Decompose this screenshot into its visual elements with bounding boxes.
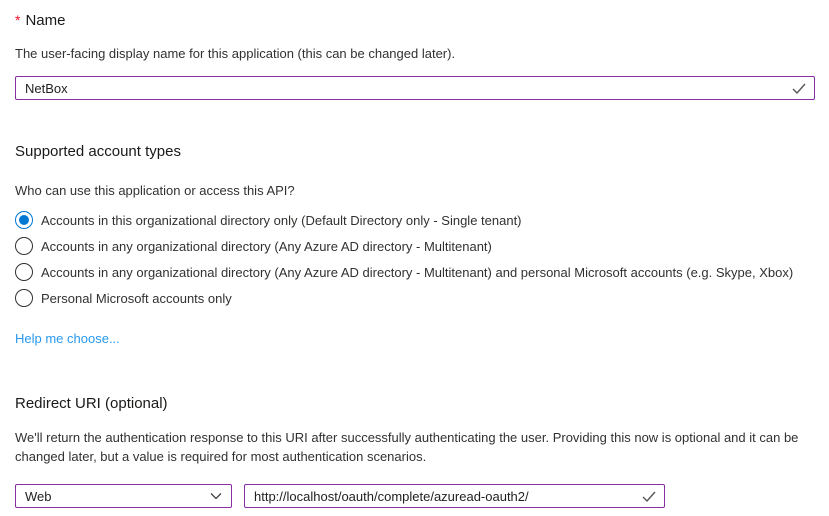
valid-checkmark-icon — [641, 488, 657, 504]
radio-option-multitenant-personal[interactable] — [15, 259, 815, 285]
redirect-uri-heading: Redirect URI (optional) — [15, 395, 168, 412]
platform-select-value: Web — [25, 488, 52, 504]
account-types-radio-group — [15, 207, 815, 311]
platform-select[interactable] — [15, 484, 232, 508]
name-heading-label: Name — [25, 12, 66, 29]
radio-option-personal-only[interactable] — [15, 285, 815, 311]
radio-selected-icon[interactable] — [15, 211, 33, 229]
redirect-uri-input-wrap — [244, 484, 665, 508]
valid-checkmark-icon — [791, 80, 807, 96]
radio-unselected-icon[interactable] — [15, 263, 33, 281]
radio-unselected-icon[interactable] — [15, 237, 33, 255]
redirect-uri-section — [15, 396, 815, 508]
radio-option-label: Accounts in any organizational directory (Any Azure AD directory - Multitenant) — [41, 238, 492, 254]
name-heading — [15, 12, 815, 29]
help-me-choose-link[interactable]: Help me choose... — [15, 331, 120, 346]
required-marker: * — [15, 12, 21, 28]
radio-option-multitenant[interactable] — [15, 233, 815, 259]
redirect-uri-controls — [15, 484, 815, 508]
chevron-down-icon — [209, 489, 223, 503]
radio-option-label: Personal Microsoft accounts only — [41, 290, 232, 306]
redirect-uri-input[interactable] — [244, 484, 665, 508]
redirect-uri-description: We'll return the authentication response to this URI after successfully authenticating the user. Providing this now is optional and it can be changed later, but a value is required for most authentication scenarios. — [15, 430, 799, 464]
name-input[interactable] — [15, 76, 815, 100]
radio-option-label: Accounts in any organizational directory (Any Azure AD directory - Multitenant) and personal Microsoft accounts (e.g. Skype, Xbox) — [41, 264, 794, 280]
name-description: The user-facing display name for this application (this can be changed later). — [15, 46, 456, 61]
account-types-section — [15, 144, 815, 348]
account-types-heading: Supported account types — [15, 143, 181, 160]
radio-option-label: Accounts in this organizational directory only (Default Directory only - Single tenant) — [41, 212, 522, 228]
radio-option-single-tenant[interactable] — [15, 207, 815, 233]
account-types-question: Who can use this application or access this API? — [15, 183, 295, 198]
name-section — [15, 12, 815, 100]
name-input-wrap — [15, 76, 815, 100]
radio-unselected-icon[interactable] — [15, 289, 33, 307]
